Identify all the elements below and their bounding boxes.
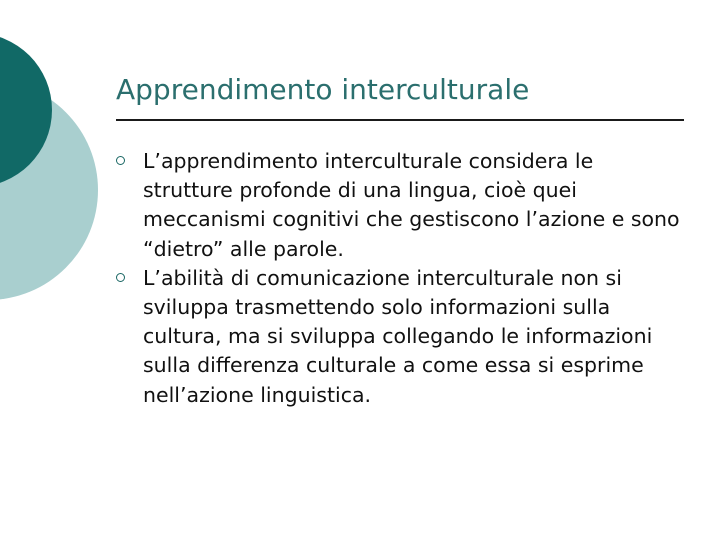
bullet-text: L’abilità di comunicazione interculturale non si sviluppa trasmettendo solo informazioni sulla cultura, ma si sviluppa collegando le informazioni sulla differenza culturale a come essa si esprime nell’azione linguistica. (143, 265, 653, 407)
slide-title: Apprendimento interculturale (116, 73, 530, 106)
bullet-text: L’apprendimento interculturale considera le strutture profonde di una lingua, cioè quei meccanismi cognitivi che gestiscono l’azione e sono “dietro” alle parole. (143, 149, 680, 261)
bullet-item (116, 264, 686, 410)
circle-bullet-icon (116, 156, 125, 165)
bullet-item (116, 147, 686, 264)
bullet-list (116, 147, 686, 410)
circle-bullet-icon (116, 273, 125, 282)
decorative-circles (0, 0, 110, 300)
title-divider (116, 119, 684, 121)
